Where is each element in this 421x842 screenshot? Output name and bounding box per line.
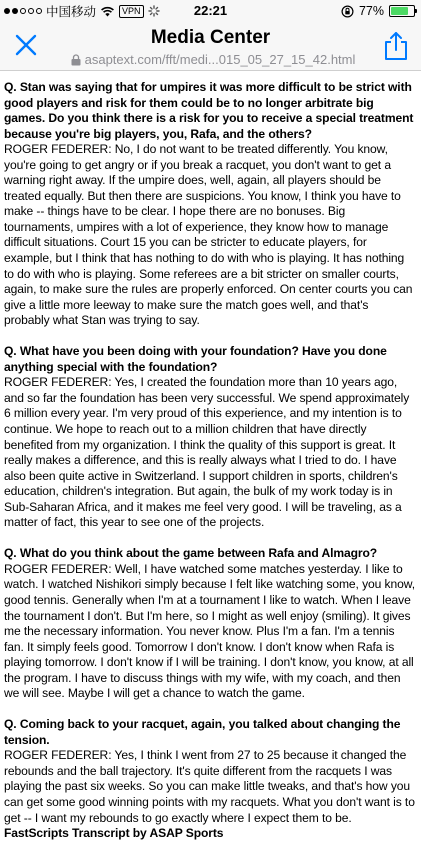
status-time: 22:21 xyxy=(193,3,228,18)
carrier-name: 中国移动 xyxy=(46,5,97,19)
answer-text: ROGER FEDERER: No, I do not want to be treated differently. You know, you're going to get angry or if you break a racquet, you don't want to get a warning right away. If the umpire does, well, again, all players should be treated equally. But then there are suspicions. You know, I think you have to make -- things have to be clear. I hope there are no bonuses. Big tournaments, umpires with a lot of experience, they know how to manage difficult situations. Court 15 you can be stricter to educate players, for example, but I think that has nothing to do with who is playing. It has nothing to do with who is playing. Some referees are a bit stricter on smaller courts, again, to make sure the rules are properly enforced. On center courts you can give a little more leeway to make sure the match goes well, and that's probably what Stan was trying to say. xyxy=(4,142,413,328)
vpn-badge: VPN xyxy=(119,5,144,18)
status-bar-right xyxy=(341,3,415,19)
question-text: Q. Coming back to your racquet, again, you talked about changing the tension. xyxy=(4,717,401,747)
transcript-footer: FastScripts Transcript by ASAP Sports xyxy=(4,826,224,841)
status-bar xyxy=(0,0,421,22)
navigation-bar xyxy=(0,22,421,71)
qa-block xyxy=(4,546,417,701)
question-text: Q. Stan was saying that for umpires it was more difficult to be strict with good players and risk for them could be to no longer arbitrate big games. Do you think there is a risk for you to receive a special treatment because you're big players, you, Rafa, and the others? xyxy=(4,80,414,141)
qa-block xyxy=(4,717,417,826)
transcript-content xyxy=(4,80,417,842)
url-display[interactable] xyxy=(52,52,374,67)
question-text: Q. What do you think about the game between Rafa and Almagro? xyxy=(4,546,378,561)
qa-block xyxy=(4,344,417,531)
question-text: Q. What have you been doing with your foundation? Have you done anything special with the foundation? xyxy=(4,344,387,374)
battery-icon xyxy=(389,5,415,17)
share-icon[interactable] xyxy=(383,31,409,61)
answer-text: ROGER FEDERER: Yes, I think I went from 27 to 25 because it changed the rebounds and the ball trajectory. It's quite different from the racquets I was playing the past six weeks. So you can make little tweaks, and that's how you can get some good winning points with my racquets. What you don't want is to get -- I want my rebounds to go exactly where I expect them to be. xyxy=(4,748,415,825)
rotation-lock-icon xyxy=(341,5,354,18)
qa-block xyxy=(4,80,417,329)
battery-percent: 77% xyxy=(358,4,384,18)
answer-text: ROGER FEDERER: Yes, I created the foundation more than 10 years ago, and so far the foundation has been very successful. We spend approximately 6 million every year. I'm very proud of this experience, and my intention is to continue. We hope to reach out to a million children that have directly benefited from my organization. I think the quality of this support is great. It really makes a difference, and this is really always what I tried to do. I have also been quite active in Switzerland. I support children in sports, children's education, children's integration. But again, the bulk of my work today is in Sub-Saharan Africa, and it makes me feel very good. I will be traveling, as a matter of fact, this year to see one of the projects. xyxy=(4,375,410,530)
battery-level-fill xyxy=(391,7,408,15)
answer-text: ROGER FEDERER: Well, I have watched some matches yesterday. I like to watch. I watched Nishikori simply because I felt like watching some, you know, good tennis. Generally when I'm at a tournament I like to watch. When I leave the tournament I don't. But I'm here, so I might as well enjoy (smiling). It gives me the necessary information. You never know. Plus I'm a fan. I'm a tennis fan. It simply feels good. Tomorrow I don't know. I don't know when Rafa is playing tomorrow. I don't know if I will be training. I don't know, you know, at all the program. I have to discuss things with my wife, with my coach, and then we will see. Maybe I will get a chance to watch the game. xyxy=(4,561,415,701)
page-url: asaptext.com/fft/medi...015_05_27_15_42.html xyxy=(84,52,356,67)
lock-icon xyxy=(71,54,81,66)
page-title: Media Center xyxy=(150,27,271,48)
